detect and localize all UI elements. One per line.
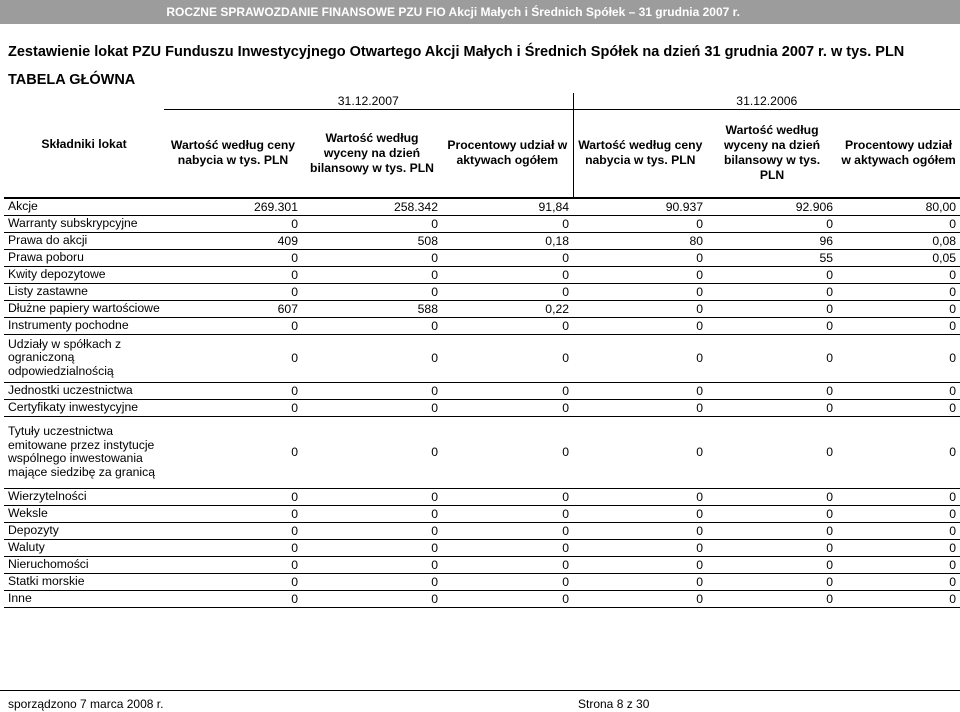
cell-value: 0 [291,351,298,365]
cell-value: 0 [696,267,704,282]
cell-value: 0 [826,574,834,589]
cell-value: 0 [431,250,438,265]
cell-value: 0 [826,301,834,316]
row-label: Tytuły uczestnictwa emitowane przez instytucje wspólnego inwestowania mające siedzibę za granicą [8,424,156,479]
cell-value: 0 [949,489,957,504]
cell-value: 0 [826,489,834,504]
cell-value: 0 [949,284,957,299]
cell-value: 0 [562,523,570,538]
cell-value: 0 [696,351,704,365]
cell-value: 0,18 [545,233,570,248]
cell-value: 96 [819,233,834,248]
cell-value: 0 [949,301,957,316]
prepared-date: sporządzono 7 marca 2008 r. [8,697,164,711]
cell-value: 0 [826,267,834,282]
cell-value: 0 [696,445,704,459]
cell-value: 0 [949,351,957,365]
cell-value: 0 [696,557,704,572]
cell-value: 91,84 [538,199,570,214]
cell-value: 0 [431,383,438,398]
cell-value: 0 [696,591,704,606]
cell-value: 0 [696,250,704,265]
cell-value: 0 [431,351,438,365]
row-label: Warranty subskrypcyjne [8,215,138,230]
column-header: Wartość według wyceny na dzień bilansowy w tys. PLN [723,123,821,183]
cell-value: 0 [696,318,704,333]
table-row [4,300,960,317]
table-row [4,334,960,382]
cell-value: 0 [696,216,704,231]
cell-value: 588 [417,301,438,316]
cell-value: 0 [562,250,570,265]
cell-value: 0 [431,557,438,572]
cell-value: 0 [562,540,570,555]
table-row [4,522,960,539]
cell-value: 0 [431,284,438,299]
column-header: Procentowy udział w aktywach ogółem [447,138,568,168]
cell-value: 0 [826,216,834,231]
row-label: Akcje [8,198,38,213]
cell-value: 0 [431,489,438,504]
cell-value: 0 [562,318,570,333]
cell-value: 0 [696,540,704,555]
cell-value: 80 [689,233,704,248]
cell-value: 0 [431,574,438,589]
cell-value: 0 [291,540,298,555]
cell-value: 0 [826,400,834,415]
cell-value: 0 [696,301,704,316]
cell-value: 0,22 [545,301,570,316]
cell-value: 0 [562,267,570,282]
cell-value: 0 [949,540,957,555]
cell-value: 0 [431,445,438,459]
cell-value: 0 [826,445,834,459]
row-label-header: Składniki lokat [41,137,127,152]
table-row [4,399,960,416]
cell-value: 0 [291,400,298,415]
row-label: Instrumenty pochodne [8,317,129,332]
row-label: Udziały w spółkach z ograniczoną odpowiedzialnością [8,336,122,378]
cell-value: 0 [696,284,704,299]
cell-value: 0 [949,574,957,589]
cell-value: 0 [291,523,298,538]
cell-value: 0 [291,284,298,299]
row-label: Waluty [8,539,45,554]
cell-value: 0 [291,250,298,265]
row-label: Prawa poboru [8,249,84,264]
cell-value: 508 [417,233,438,248]
cell-value: 0 [826,523,834,538]
cell-value: 0 [291,574,298,589]
table-row [4,317,960,334]
table-row [4,215,960,232]
cell-value: 0,08 [932,233,957,248]
cell-value: 80,00 [925,199,957,214]
cell-value: 0 [949,216,957,231]
table-row [4,266,960,283]
cell-value: 258.342 [393,199,438,214]
cell-value: 0 [826,540,834,555]
row-label: Kwity depozytowe [8,266,106,281]
cell-value: 0 [291,318,298,333]
table-row [4,539,960,556]
cell-value: 0 [949,383,957,398]
row-label: Prawa do akcji [8,232,88,247]
row-label: Dłużne papiery wartościowe [8,300,160,315]
cell-value: 0 [562,216,570,231]
table-row [4,249,960,266]
cell-value: 0 [562,400,570,415]
cell-value: 0 [826,284,834,299]
period-header-2006: 31.12.2006 [573,93,960,110]
cell-value: 0 [431,400,438,415]
period-header-2007: 31.12.2007 [164,93,573,110]
cell-value: 0 [949,557,957,572]
table-row [4,488,960,505]
cell-value: 0 [562,445,570,459]
table-row [4,556,960,573]
row-label: Depozyty [8,522,59,537]
cell-value: 0 [696,506,704,521]
column-header: Wartość według ceny nabycia w tys. PLN [170,138,296,168]
cell-value: 0 [562,506,570,521]
row-label: Inne [8,590,32,605]
running-title: ROCZNE SPRAWOZDANIE FINANSOWE PZU FIO Akcji Małych i Średnich Spółek – 31 grudnia 2007 r. [166,5,740,19]
page-footer [0,690,960,712]
cell-value: 0 [431,540,438,555]
cell-value: 0 [291,216,298,231]
cell-value: 0 [431,216,438,231]
cell-value: 0 [826,351,834,365]
cell-value: 0 [291,591,298,606]
cell-value: 0 [291,383,298,398]
cell-value: 0 [562,489,570,504]
table-row [4,416,960,488]
cell-value: 0 [291,557,298,572]
cell-value: 0 [949,506,957,521]
table-row [4,573,960,590]
cell-value: 0 [431,506,438,521]
cell-value: 0 [562,591,570,606]
cell-value: 0 [431,591,438,606]
cell-value: 0 [291,489,298,504]
cell-value: 0 [696,383,704,398]
running-header [0,0,960,24]
cell-value: 0 [826,557,834,572]
page-number: Strona 8 z 30 [578,697,650,711]
section-title: TABELA GŁÓWNA [8,72,136,88]
cell-value: 269.301 [253,199,298,214]
table-row [4,283,960,300]
cell-value: 0 [696,489,704,504]
row-label: Certyfikaty inwestycyjne [8,399,139,414]
cell-value: 0 [431,523,438,538]
cell-value: 0,05 [932,250,957,265]
column-header: Wartość według wyceny na dzień bilansowy w tys. PLN [310,130,434,175]
cell-value: 0 [949,591,957,606]
row-label: Wierzytelności [8,488,87,503]
cell-value: 409 [277,233,298,248]
cell-value: 0 [562,557,570,572]
cell-value: 0 [826,506,834,521]
cell-value: 0 [949,318,957,333]
cell-value: 0 [431,267,438,282]
cell-value: 607 [277,301,298,316]
column-header: Wartość według ceny nabycia w tys. PLN [573,110,707,198]
cell-value: 0 [431,318,438,333]
cell-value: 0 [826,318,834,333]
table-row [4,198,960,216]
cell-value: 55 [819,250,834,265]
holdings-table [4,93,960,608]
cell-value: 0 [562,383,570,398]
cell-value: 0 [696,400,704,415]
cell-value: 0 [949,400,957,415]
cell-value: 92.906 [795,199,834,214]
table-body [4,198,960,608]
table-row [4,232,960,249]
cell-value: 0 [291,445,298,459]
cell-value: 0 [826,591,834,606]
cell-value: 0 [826,383,834,398]
document-title: Zestawienie lokat PZU Funduszu Inwestycyjnego Otwartego Akcji Małych i Średnich Spółek na dzień 31 grudnia 2007 r. w tys. PLN [8,44,905,60]
cell-value: 0 [562,284,570,299]
cell-value: 0 [696,523,704,538]
cell-value: 0 [949,523,957,538]
row-label: Statki morskie [8,573,85,588]
table-row [4,382,960,399]
table-row [4,590,960,607]
row-label: Nieruchomości [8,556,89,571]
row-label: Listy zastawne [8,283,88,298]
column-header: Procentowy udział w aktywach ogółem [841,138,956,168]
table-row [4,505,960,522]
cell-value: 90.937 [665,199,704,214]
row-label: Weksle [8,505,48,520]
cell-value: 0 [291,267,298,282]
cell-value: 0 [562,351,570,365]
cell-value: 0 [696,574,704,589]
cell-value: 0 [949,445,957,459]
cell-value: 0 [562,574,570,589]
row-label: Jednostki uczestnictwa [8,382,133,397]
cell-value: 0 [291,506,298,521]
cell-value: 0 [949,267,957,282]
